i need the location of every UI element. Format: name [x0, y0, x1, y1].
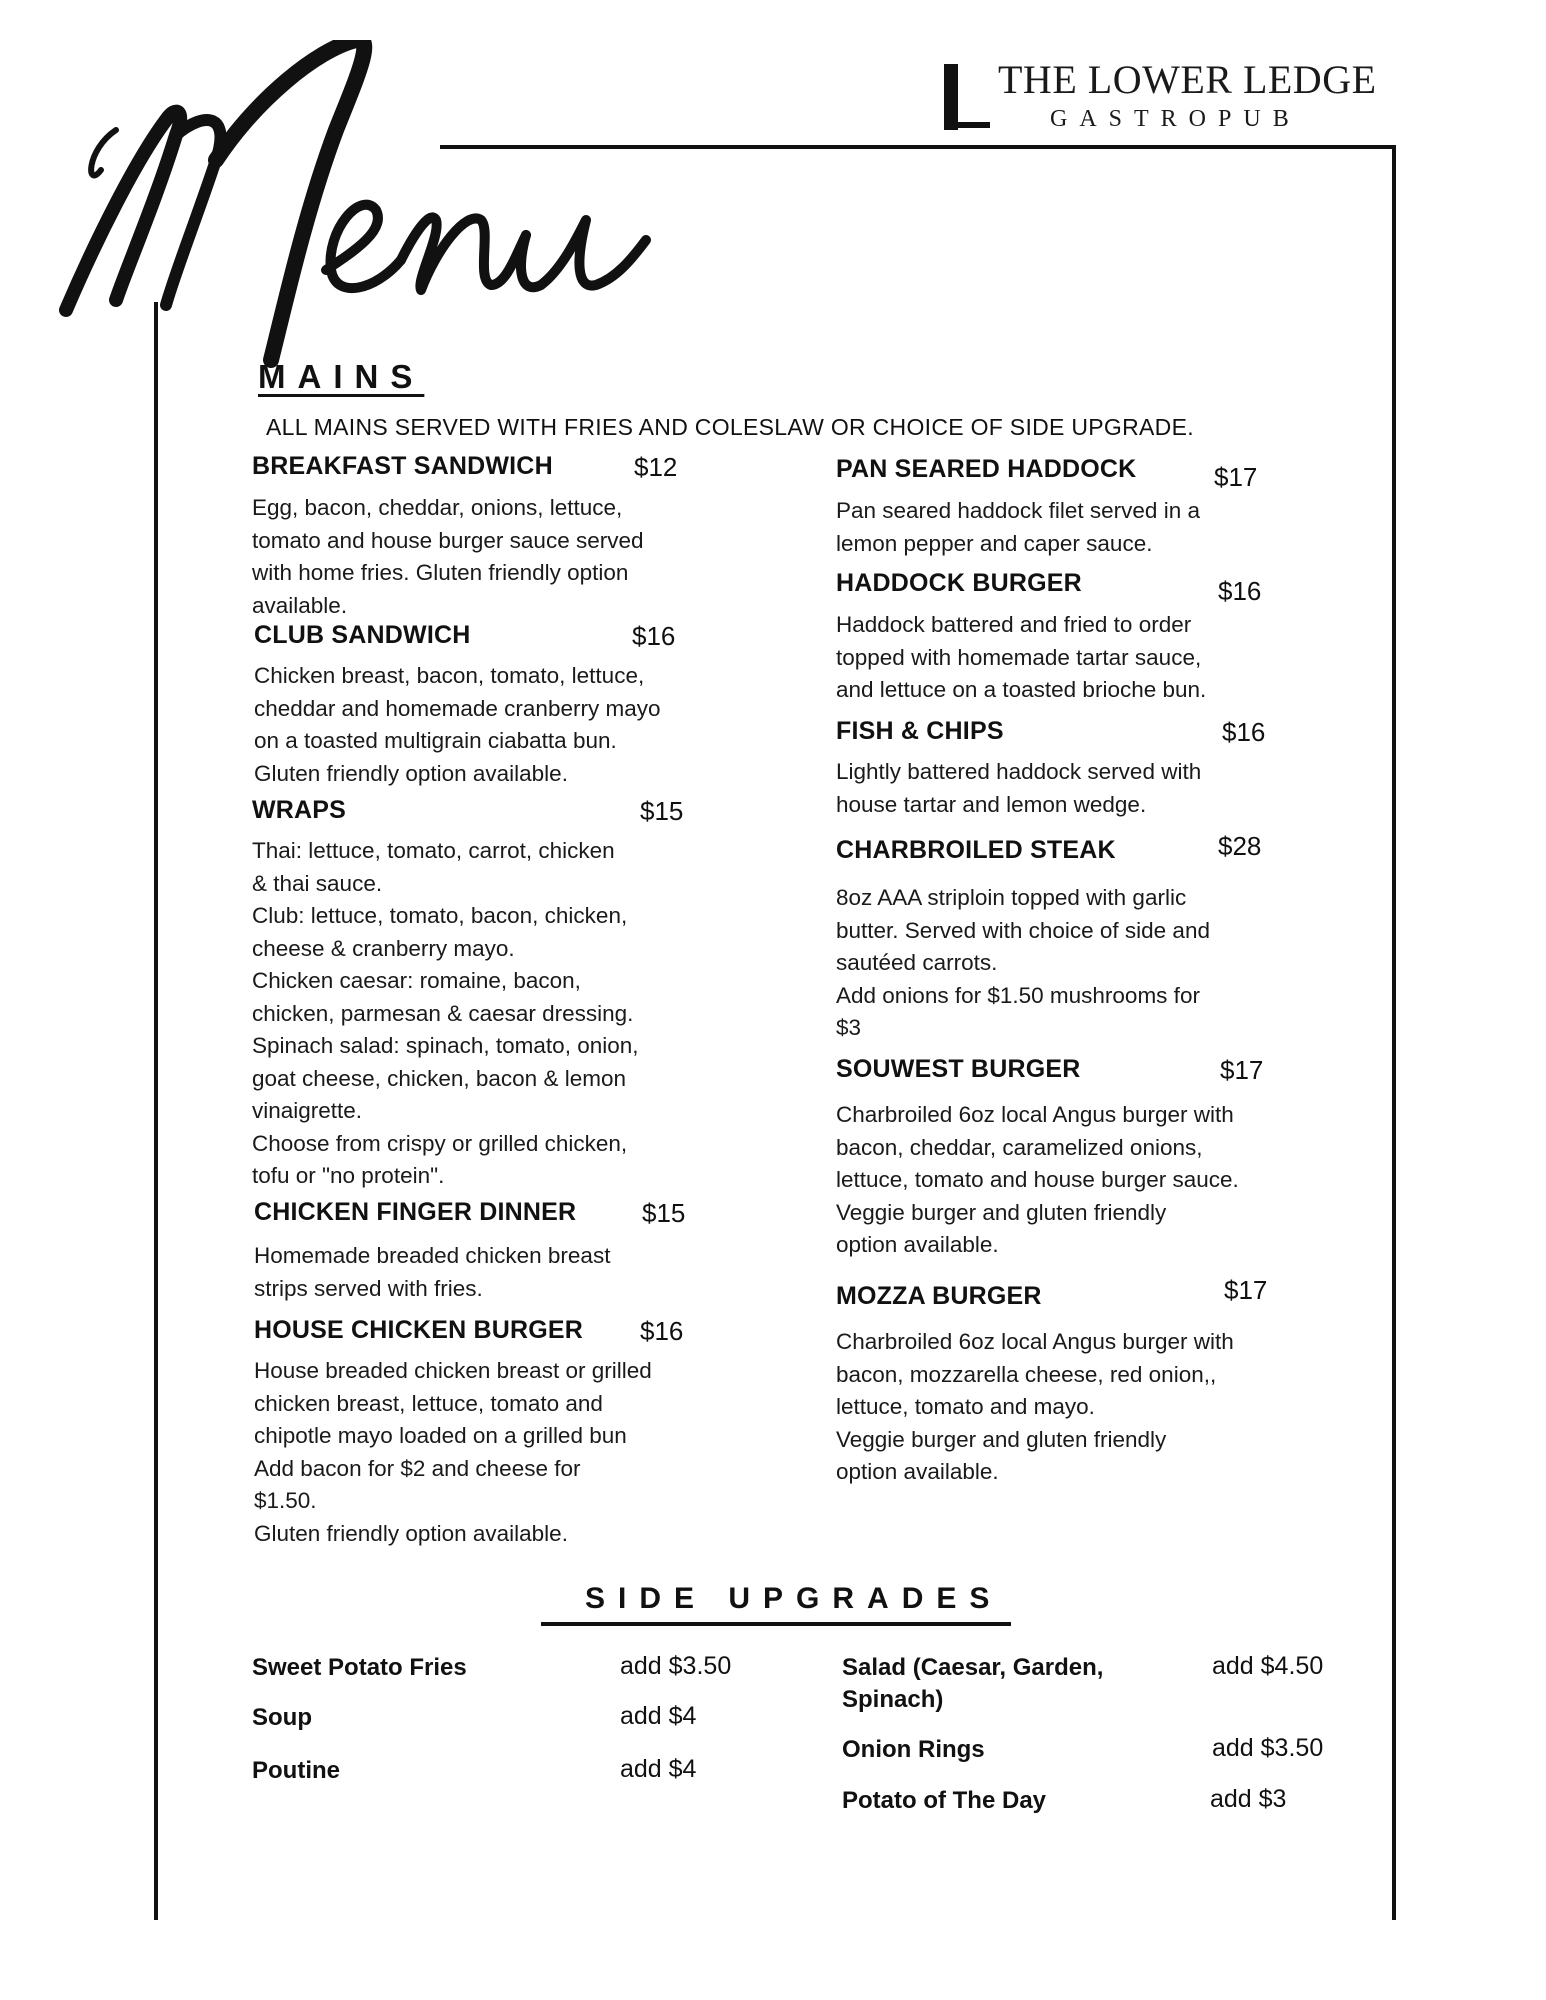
item-description: Chicken breast, bacon, tomato, lettuce, cheddar and homemade cranberry mayo on a toasted multigrain ciabatta bun. Gluten friendly option available. [254, 663, 661, 786]
item-price: $28 [1218, 831, 1262, 861]
side-item-name: Salad (Caesar, Garden, Spinach) [842, 1654, 1104, 1713]
mains-heading: MAINS [258, 358, 425, 395]
logo-subtitle: GASTROPUB [1050, 106, 1301, 132]
item-description: Lightly battered haddock served with house tartar and lemon wedge. [836, 759, 1202, 817]
item-name: FISH & CHIPS [836, 717, 1004, 745]
item-price: $15 [642, 1198, 686, 1228]
side-item-price: add $3.50 [1212, 1734, 1324, 1762]
item-description: 8oz AAA striploin topped with garlic butter. Served with choice of side and sautéed carrots. Add onions for $1.50 mushrooms for $3 [836, 885, 1210, 1040]
item-name: BREAKFAST SANDWICH [252, 452, 553, 480]
item-description: Egg, bacon, cheddar, onions, lettuce, tomato and house burger sauce served with home fries. Gluten friendly option available. [252, 495, 644, 618]
side-item-name: Sweet Potato Fries [252, 1654, 467, 1681]
item-description: Pan seared haddock filet served in a lemon pepper and caper sauce. [836, 498, 1200, 556]
item-price: $16 [1218, 576, 1262, 606]
side-item-name: Onion Rings [842, 1736, 985, 1763]
item-name: MOZZA BURGER [836, 1282, 1042, 1310]
item-name: SOUWEST BURGER [836, 1055, 1081, 1083]
mains-note: ALL MAINS SERVED WITH FRIES AND COLESLAW OR CHOICE OF SIDE UPGRADE. [266, 414, 1194, 440]
frame-left-line [154, 302, 158, 1920]
item-name: CHICKEN FINGER DINNER [254, 1198, 577, 1226]
item-name: WRAPS [252, 796, 347, 824]
item-description: Haddock battered and fried to order topped with homemade tartar sauce, and lettuce on a toasted brioche bun. [836, 612, 1207, 702]
sides-underline [541, 1622, 1011, 1626]
item-description: Thai: lettuce, tomato, carrot, chicken & thai sauce. Club: lettuce, tomato, bacon, chicken, cheese & cranberry mayo. Chicken caesar: romaine, bacon, chicken, parmesan & caesar dressing. Spinach salad: spinach, tomato, onion, goat cheese, chicken, bacon & lemon vinaigrette. Choose from crispy or grilled chicken, tofu or "no protein". [252, 838, 639, 1188]
item-name: CLUB SANDWICH [254, 621, 471, 649]
side-upgrades-heading: SIDE UPGRADES [585, 1582, 1003, 1615]
item-price: $16 [1222, 717, 1266, 747]
side-item-price: add $4.50 [1212, 1652, 1324, 1680]
logo-name: THE LOWER LEDGE [998, 57, 1377, 102]
item-price: $17 [1220, 1055, 1264, 1085]
item-description: Homemade breaded chicken breast strips served with fries. [254, 1243, 611, 1301]
side-item-price: add $4 [620, 1702, 697, 1730]
side-item-name: Potato of The Day [842, 1787, 1047, 1814]
logo-l-icon [944, 64, 994, 130]
menu-script-title [56, 40, 656, 380]
item-price: $15 [640, 796, 684, 826]
item-description: House breaded chicken breast or grilled chicken breast, lettuce, tomato and chipotle mayo loaded on a grilled bun Add bacon for $2 and cheese for $1.50. Gluten friendly option available. [254, 1358, 652, 1546]
item-name: PAN SEARED HADDOCK [836, 455, 1137, 483]
item-price: $17 [1214, 462, 1258, 492]
item-price: $12 [634, 452, 678, 482]
item-price: $16 [640, 1316, 684, 1346]
item-description: Charbroiled 6oz local Angus burger with bacon, cheddar, caramelized onions, lettuce, tomato and house burger sauce. Veggie burger and gluten friendly option available. [836, 1102, 1239, 1257]
side-item-price: add $3.50 [620, 1652, 732, 1680]
side-item-name: Soup [252, 1704, 312, 1731]
item-name: HOUSE CHICKEN BURGER [254, 1316, 584, 1344]
frame-right-line [1392, 145, 1396, 1920]
side-item-price: add $3 [1210, 1785, 1287, 1813]
item-name: CHARBROILED STEAK [836, 836, 1116, 864]
side-item-name: Poutine [252, 1757, 340, 1784]
item-price: $17 [1224, 1275, 1268, 1305]
item-price: $16 [632, 621, 676, 651]
item-name: HADDOCK BURGER [836, 569, 1082, 597]
item-description: Charbroiled 6oz local Angus burger with bacon, mozzarella cheese, red onion,, lettuce, tomato and mayo. Veggie burger and gluten friendly option available. [836, 1329, 1234, 1484]
side-item-price: add $4 [620, 1755, 697, 1783]
